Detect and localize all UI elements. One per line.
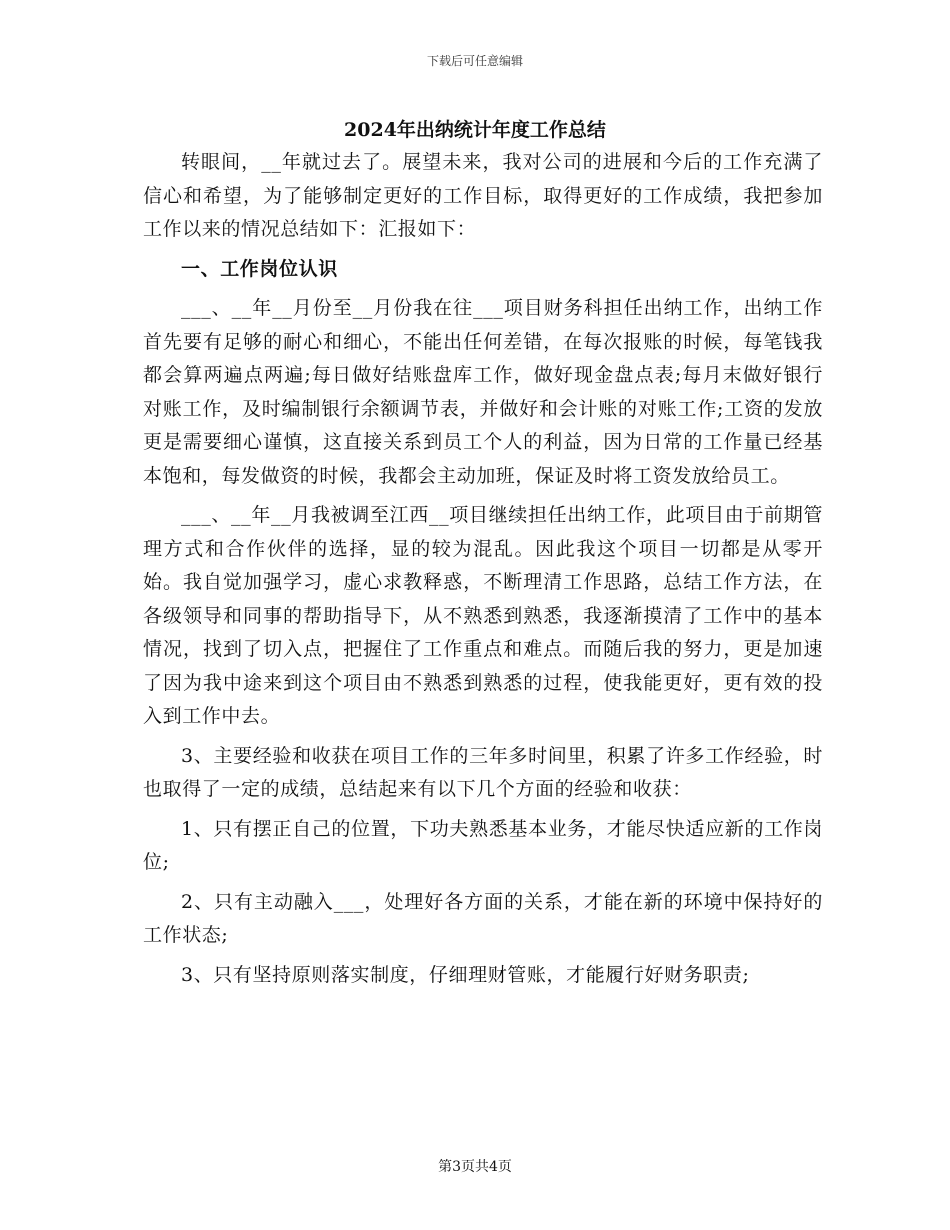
page-number: 第3页共4页 [438,1159,512,1175]
page-header: 下载后可任意编辑 [426,54,523,68]
document-body [143,146,823,998]
paragraph-1: ___、__年__月份至__月份我在往___项目财务科担任出纳工作，出纳工作首先要有足够的耐心和细心，不能出任何差错，在每次报账的时候，每笔钱我都会算两遍点两遍;每日做好结账盘库工作，做好现金盘点表;每月末做好银行对账工作，及时编制银行余额调节表，并做好和会计账的对账工作;工资的发放更是需要细心谨慎，这直接关系到员工个人的利益，因为日常的工作量已经基本饱和，每发做资的时候，我都会主动加班，保证及时将工资发放给员工。 [143,297,823,487]
intro-paragraph: 转眼间，__年就过去了。展望未来，我对公司的进展和今后的工作充满了信心和希望，为了能够制定更好的工作目标，取得更好的工作成绩，我把参加工作以来的情况总结如下：汇报如下： [143,151,823,240]
list-item-1: 1、只有摆正自己的位置，下功夫熟悉基本业务，才能尽快适应新的工作岗位; [143,817,823,873]
document-title: 2024年出纳统计年度工作总结 [344,119,606,141]
paragraph-2: ___、__年__月我被调至江西__项目继续担任出纳工作，此项目由于前期管理方式和合作伙伴的选择，显的较为混乱。因此我这个项目一切都是从零开始。我自觉加强学习，虚心求教释惑，不断理清工作思路，总结工作方法，在各级领导和同事的帮助指导下，从不熟悉到熟悉，我逐渐摸清了工作中的基本情况，找到了切入点，把握住了工作重点和难点。而随后我的努力，更是加速了因为我中途来到这个项目由不熟悉到熟悉的过程，使我能更好，更有效的投入到工作中去。 [143,504,823,727]
section-heading: 一、工作岗位认识 [181,257,338,280]
list-item-3: 3、只有坚持原则落实制度，仔细理财管账，才能履行好财务职责; [181,963,750,986]
list-item-2: 2、只有主动融入___，处理好各方面的关系，才能在新的环境中保持好的工作状态; [143,890,823,946]
paragraph-3: 3、主要经验和收获在项目工作的三年多时间里，积累了许多工作经验，时也取得了一定的成绩，总结起来有以下几个方面的经验和收获： [143,744,823,800]
